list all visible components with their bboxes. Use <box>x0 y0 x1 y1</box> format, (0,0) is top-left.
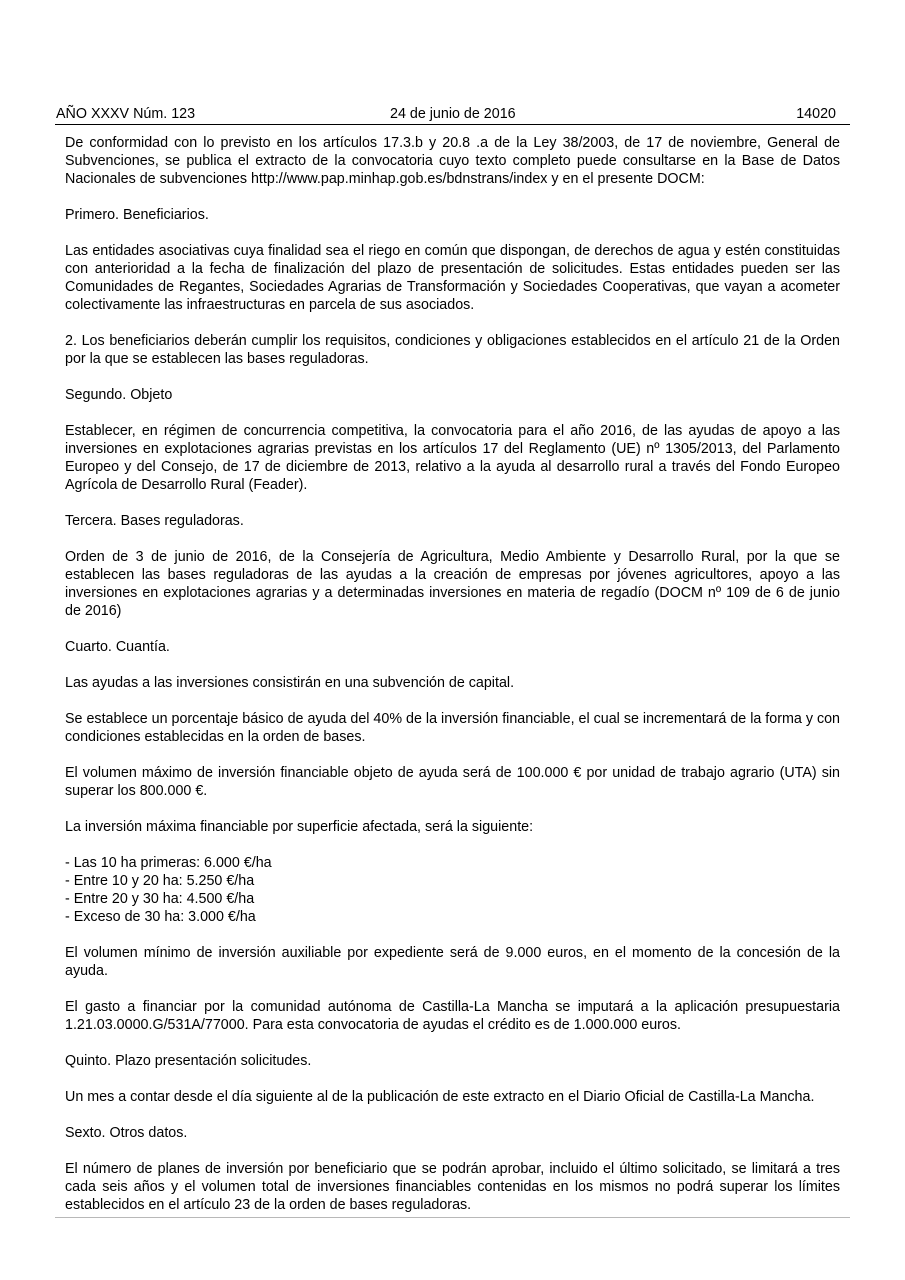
publication-date: 24 de junio de 2016 <box>390 106 516 122</box>
paragraph: Las entidades asociativas cuya finalidad sea el riego en común que dispongan, de derechos de agua y estén constituidas con anterioridad a la fecha de finalización del plazo de presentación de solicitudes. Estas entidades pueden ser las Comunidades de Regantes, Sociedades Agrarias de Transformación y Sociedades Cooperativas, que vayan a acometer colectivamente las infraestructuras en parcela de sus asociados. <box>65 243 840 313</box>
investment-limits-list <box>65 854 840 926</box>
paragraph: Se establece un porcentaje básico de ayuda del 40% de la inversión financiable, el cual se incrementará de la forma y con condiciones establecidas en la orden de bases. <box>65 711 840 745</box>
section-title-primero: Primero. Beneficiarios. <box>65 207 209 223</box>
paragraph: El número de planes de inversión por beneficiario que se podrán aprobar, incluido el último solicitado, se limitará a tres cada seis años y el volumen total de inversiones financiables contenidas en los mismos no podrá superar los límites establecidos en el artículo 23 de la orden de bases reguladoras. <box>65 1161 840 1213</box>
section-title-quinto: Quinto. Plazo presentación solicitudes. <box>65 1053 312 1069</box>
section-title-sexto: Sexto. Otros datos. <box>65 1125 188 1141</box>
page-header <box>56 105 850 125</box>
list-item: - Exceso de 30 ha: 3.000 €/ha <box>65 909 256 925</box>
section-title-tercera: Tercera. Bases reguladoras. <box>65 513 244 529</box>
footer-rule <box>55 1217 850 1218</box>
paragraph: El volumen máximo de inversión financiable objeto de ayuda será de 100.000 € por unidad de trabajo agrario (UTA) sin superar los 800.000 €. <box>65 765 840 799</box>
page-number: 14020 <box>796 106 836 122</box>
paragraph: 2. Los beneficiarios deberán cumplir los requisitos, condiciones y obligaciones establecidos en el artículo 21 de la Orden por la que se establecen las bases reguladoras. <box>65 333 840 367</box>
header-rule <box>55 124 850 125</box>
document-body <box>65 134 840 1214</box>
intro-paragraph: De conformidad con lo previsto en los artículos 17.3.b y 20.8 .a de la Ley 38/2003, de 17 de noviembre, General de Subvenciones, se publica el extracto de la convocatoria cuyo texto completo puede consultarse en la Base de Datos Nacionales de subvenciones http://www.pap.minhap.gob.es/bdnstrans/index y en el presente DOCM: <box>65 135 840 187</box>
paragraph: Establecer, en régimen de concurrencia competitiva, la convocatoria para el año 2016, de las ayudas de apoyo a las inversiones en explotaciones agrarias previstas en los artículos 17 del Reglamento (UE) nº 1305/2013, del Parlamento Europeo y del Consejo, de 17 de diciembre de 2013, relativo a la ayuda al desarrollo rural a través del Fondo Europeo Agrícola de Desarrollo Rural (Feader). <box>65 423 840 493</box>
paragraph: La inversión máxima financiable por superficie afectada, será la siguiente: <box>65 819 534 835</box>
paragraph: Un mes a contar desde el día siguiente al de la publicación de este extracto en el Diario Oficial de Castilla-La Mancha. <box>65 1089 815 1105</box>
list-item: - Entre 20 y 30 ha: 4.500 €/ha <box>65 891 255 907</box>
list-item: - Entre 10 y 20 ha: 5.250 €/ha <box>65 873 255 889</box>
paragraph: El volumen mínimo de inversión auxiliable por expediente será de 9.000 euros, en el momento de la concesión de la ayuda. <box>65 945 840 979</box>
section-title-segundo: Segundo. Objeto <box>65 387 173 403</box>
paragraph: El gasto a financiar por la comunidad autónoma de Castilla-La Mancha se imputará a la aplicación presupuestaria 1.21.03.0000.G/531A/77000. Para esta convocatoria de ayudas el crédito es de 1.000.000 euros. <box>65 999 840 1033</box>
paragraph: Las ayudas a las inversiones consistirán en una subvención de capital. <box>65 675 515 691</box>
issue-number: AÑO XXXV Núm. 123 <box>56 106 196 122</box>
list-item: - Las 10 ha primeras: 6.000 €/ha <box>65 855 272 871</box>
paragraph: Orden de 3 de junio de 2016, de la Consejería de Agricultura, Medio Ambiente y Desarrollo Rural, por la que se establecen las bases reguladoras de las ayudas a la creación de empresas por jóvenes agricultores, apoyo a las inversiones en explotaciones agrarias y a determinadas inversiones en materia de regadío (DOCM nº 109 de 6 de junio de 2016) <box>65 549 840 619</box>
section-title-cuarto: Cuarto. Cuantía. <box>65 639 170 655</box>
